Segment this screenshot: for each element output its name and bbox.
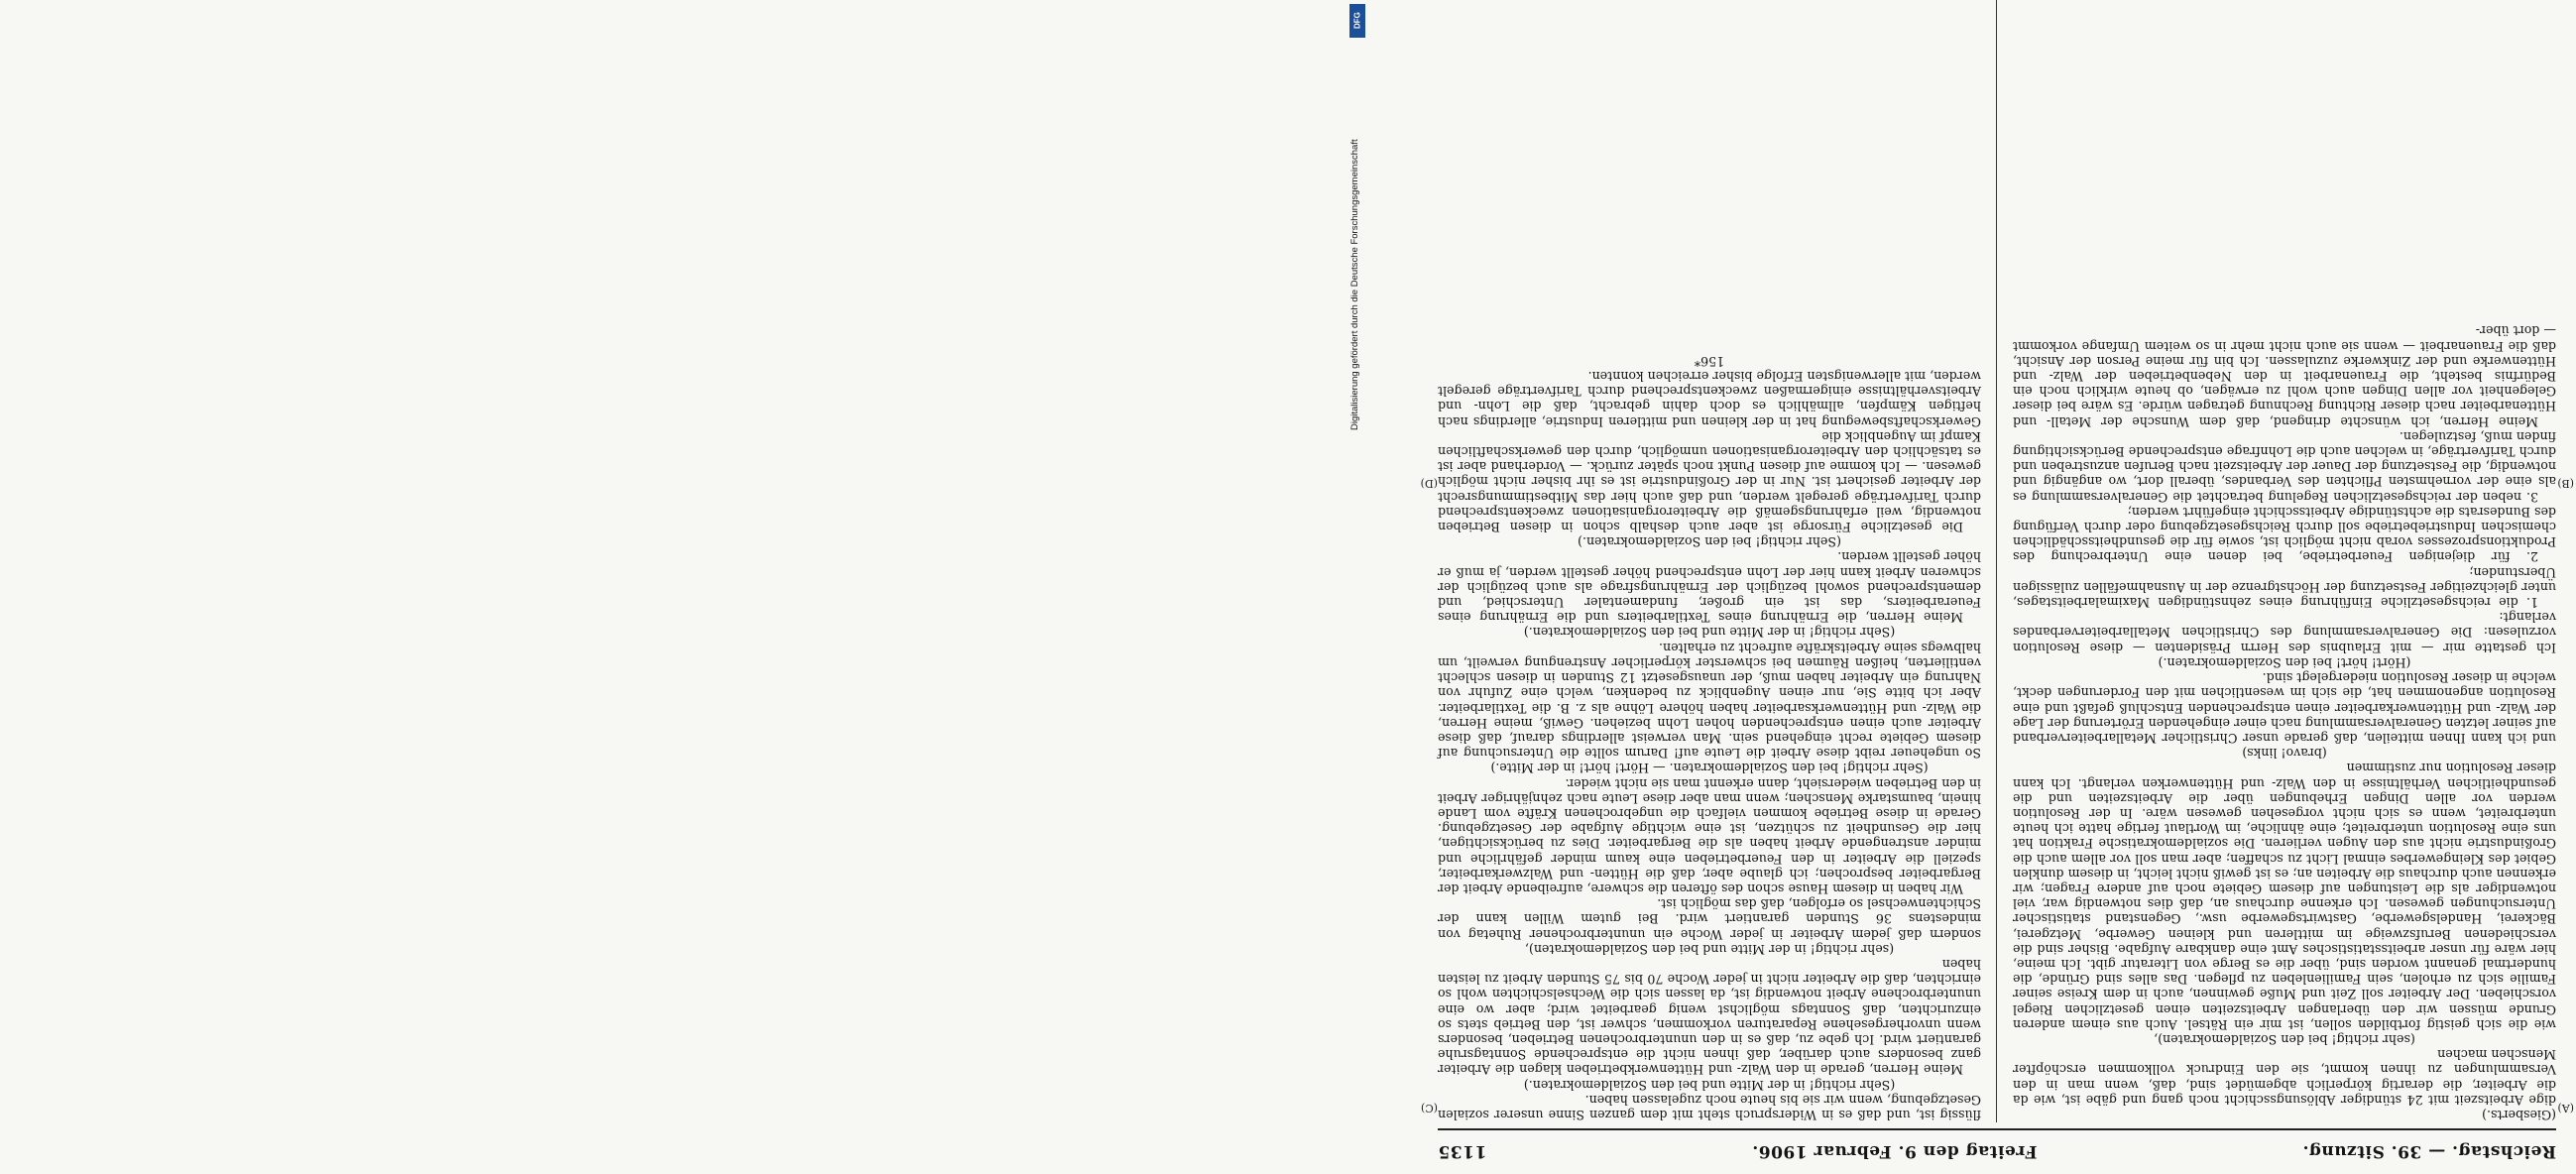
right-paragraph: sondern daß jedem Arbeiter in jeder Woche ein ununterbrochener Ruhetag von mindestens 36 Stunden garantiert wird. Bei gutem Willen kann der Schichtenwechsel so erfolgen, daß das möglich ist. (1438, 896, 1981, 942)
left-paragraph: 3. neben der reichsgesetzlichen Regelung betrachtet die Generalversammlung es als eine der vornehmsten Pflichten des Verbandes, überall dort, wo angängig und notwendig, die Festsetzung der Dauer der Arbeitszeit nach Berufen anzustreben und durch Tarifverträge, in welchen auch die Lohnfrage entsprechende Berücksichtigung finden muß, festzulegen. (2013, 428, 2556, 505)
right-paragraph: (Sehr richtig! in der Mitte und bei den Sozialdemokraten.) (1523, 1077, 1896, 1093)
left-paragraph: (bravo! links) (2242, 746, 2327, 762)
left-paragraph: dige Arbeitszeit mit 24 stündiger Ablösungsschicht noch gang und gäbe ist, wie da die Arbeiter, die derartig körperlich abgemüdet sind, daß, wenn man in den Versammlungen zu ihnen kommt, sie den Eindruck vollkommen erschöpfter Menschen machen (2013, 1047, 2556, 1108)
running-header (1438, 1134, 2556, 1168)
left-paragraph: wie die sich geistig fortbilden sollen, ist mir ein Rätsel. Auch aus einem anderen Grunde müssen wir den überlangen Arbeitszeiten einen gesetzlichen Riegel vorschieben. Der Arbeiter soll Zeit und Muße gewinnen, auch in dem Kreise seiner Familie sich zu erholen, sein Familienleben zu pflegen. Das alles sind Gründe, die hundertmal genannt worden sind, über die es Berge von Literatur gibt. Ich meine, hier wäre für unser arbeitsstatistisches Amt eine dankbare Aufgabe. Bisher sind die verschiedenen Berufszweige im mittleren und kleinen Gewerbe, Metzgerei, Bäckerei, Handelsgewerbe, Gastwirtsgewerbe usw., Gegenstand statistischer Untersuchungen gewesen. Ich erkenne durchaus an, daß dies notwendig war, viel notwendiger als die Leistungen auf diesem Gebiete noch auf andere Fragen; wir erkennen auch durchaus die Arbeiten an; es ist gewiß nicht leicht, in diesem dunklen Gebiet des Kleingewerbes einmal Licht zu schaffen; aber man soll vor allem auch die Großindustrie nicht aus den Augen verlieren. Die sozialdemokratische Fraktion hat uns eine Resolution unterbreitet; eine ähnliche, im Wortlaut fertige hatte ich heute unterbreitet, wenn es sich nicht vorgesehen gewesen wäre. In der Resolution werden vor allen Dingen Erhebungen über die Arbeitszeiten und die gesundheitlichen Verhältnisse in den Walz- und Hüttenwerken verlangt. Ich kann dieser Resolution nur zustimmen (2013, 761, 2556, 1032)
column-rule (1996, 0, 1997, 1122)
left-paragraph: Ich gestatte mir — mit Erlaubnis des Herrn Präsidenten — diese Resolution vorzulesen: Die Generalversammlung des Christlichen Metallarbeiterverbandes verlangt: (2013, 610, 2556, 655)
rotated-page (1418, 0, 2576, 1174)
margin-mark-b: (B) (2557, 477, 2574, 490)
right-paragraph: (Sehr richtig! bei den Sozialdemokraten.) (1578, 534, 1841, 550)
left-paragraph: (Hört! hört! bei den Sozialdemokraten.) (2158, 654, 2411, 670)
left-paragraph: 1. die reichsgesetzliche Einführung eines zehnstündigen Maximalarbeitstages, unter gleichzeitiger Festsetzung der Höchstgrenze der in Ausnahmefällen zulässigen Überstunden; (2013, 564, 2556, 611)
left-paragraph: Meine Herren, ich wünschte dringend, daß dem Wunsche der Metall- und Hüttenarbeiter nach dieser Richtung Rechnung getragen würde. Es wäre bei dieser Gelegenheit vor allen Dingen auch wohl zu erwägen, ob heute wirklich noch ein Bedürfnis besteht, die Frauenarbeit in den Nebenbetrieben der Walz- und Hüttenwerke und der Zinkwerke zuzulassen. Ich bin für meine Person der Ansicht, daß die Frauenarbeit — wenn sie auch nicht mehr in so weitem Umfange vorkommt — dort über- (2013, 323, 2556, 429)
margin-mark-c: (C) (1421, 1102, 1438, 1115)
right-paragraph: flüssig ist, und daß es in Widerspruch steht mit dem ganzen Sinne unserer sozialen Gesetzgebung, wenn wir sie bis heute noch zugelassen haben. (1438, 1092, 1981, 1122)
left-column (2013, 0, 2556, 1122)
right-paragraph: (Sehr richtig! bei den Sozialdemokraten. — Hört! hört! in der Mitte.) (1490, 761, 1929, 776)
header-center: Freitag den 9. Februar 1906. (1751, 1141, 2038, 1161)
right-paragraph: 156* (1694, 353, 1725, 369)
margin-mark-a: (A) (2557, 1102, 2574, 1115)
left-paragraph: (Giesberts.) (2482, 1108, 2556, 1122)
right-paragraph: (sehr richtig! in der Mitte und bei den Sozialdemokraten), (1524, 941, 1895, 957)
left-paragraph: (sehr richtig! bei den Sozialdemokraten), (2154, 1031, 2415, 1047)
right-paragraph: Meine Herren, gerade in den Walz- und Hüttenwerkbetrieben klagen die Arbeiter ganz besonders auch darüber, daß ihnen nicht die entsprechende Sonntagsruhe garantiert wird. Ich gebe zu, daß es in den ununterbrochenen Betrieben, besonders wenn unvorhergesehene Reparaturen vorkommen, schwer ist, den Betrieb stets so einzurichten, daß Sonntags möglichst wenig gearbeitet wird; aber wo eine ununterbrochene Arbeit notwendig ist, da lassen sich die Wechselschichten wohl so einrichten, daß die Arbeiter nicht in jeder Woche 70 bis 75 Stunden Arbeit zu leisten haben (1438, 956, 1981, 1078)
right-paragraph: Gewerkschaftsbewegung hat in der kleinen und mittleren Industrie, allerdings nach heftigen Kämpfen, allmählich es doch dahin gebracht, daß die Lohn- und Arbeitsverhältnisse einigermaßen zweckentsprechend durch Tarifverträge geregelt werden, mit allerwenigsten Erfolge bisher erreichen konnten. (1438, 369, 1981, 429)
page-number: 1135 (1438, 1141, 1487, 1161)
right-paragraph: So ungeheuer reibt diese Arbeit die Leute auf! Darum sollte die Untersuchung auf diesem Gebiete recht eingehend sein. Man verweist allerdings darauf, daß diese Arbeiter auch einen entsprechenden hohen Lohn beziehen. Gewiß, meine Herren, die Walz- und Hüttenwerksarbeiter haben höhere Löhne als z. B. die Textilarbeiter. Aber ich bitte Sie, nur einen Augenblick zu bedenken, welch eine Zufuhr von Nahrung ein Arbeiter haben muß, der unausgesetzt 12 Stunden in diesen schlecht ventilierten, heißen Räumen bei schwerster körperlicher Anstrengung verweilt, um halbwegs seine Arbeitskräfte aufrecht zu erhalten. (1438, 640, 1981, 762)
digitization-stamp: Digitalisierung gefördert durch die Deutsche Forschungsgemeinschaft (1349, 139, 1360, 430)
right-paragraph: Meine Herren, die Ernährung eines Textilarbeiters und die Ernährung eines Feuerarbeiters, das ist ein großer, fundamentaler Unterschied, und dementsprechend sowohl bezüglich der Ernährungsfrage als auch bezüglich der schweren Arbeit kann hier der Lohn entsprechend höher gestellt werden, ja muß er höher gestellt werden. (1438, 549, 1981, 626)
page-content (1418, 0, 2576, 1174)
right-column (1438, 0, 1981, 1122)
right-paragraph: (Sehr richtig! in der Mitte und bei den Sozialdemokraten.) (1523, 625, 1896, 641)
header-rule (1438, 1128, 2556, 1130)
dfg-logo: DFG (1349, 4, 1365, 38)
margin-mark-d: (D) (1420, 477, 1438, 490)
left-paragraph: 2. für diejenigen Feuerbetriebe, bei denen eine Unterbrechung des Produktionsprozesses vorab nicht möglich ist, sowie für die gesundheitsschädlichen chemischen Industriebetriebe soll durch Reichsgesetzgebung oder durch Verfügung des Bundesrats die achtstündige Arbeitsschicht eingeführt werden; (2013, 504, 2556, 565)
header-left: Reichstag. — 39. Sitzung. (2302, 1141, 2556, 1161)
right-paragraph: Wir haben in diesem Hause schon des öfteren die schwere, aufreibende Arbeit der Bergarbeiter besprochen; ich glaube aber, daß die Hütten- und Walzwerkarbeiter, speziell die Arbeiter in den Feuerbetrieben eine kaum minder gefährliche und minder anstrengende Arbeit haben als die Bergarbeiter. Dies zu berücksichtigen, hier die Gesundheit zu schützen, ist eine wichtige Aufgabe der Gesetzgebung. Gerade in diese Betriebe kommen vielfach die ungebrochenen Kräfte vom Lande hinein, baumstarke Menschen; wenn man aber diese Leute nach zehnjähriger Arbeit in den Betrieben wiedersieht, dann erkennt man sie nicht wieder. (1438, 775, 1981, 896)
right-paragraph: Die gesetzliche Fürsorge ist aber auch deshalb schon in diesen Betrieben notwendig, weil erfahrungsgemäß die Arbeiterorganisationen zweckentsprechend durch Tarifverträge geregelt werden, und daß auch hier das Mitbestimmungsrecht der Arbeiter gesichert ist. Nur in der Großindustrie ist es ihr bisher nicht möglich gewesen. — Ich komme auf diesen Punkt noch später zurück. — Vorderhand aber ist es tatsächlich den Arbeiterorganisationen unmöglich, durch den gewerkschaftlichen Kampf im Augenblick die (1438, 428, 1981, 535)
left-paragraph: und ich kann Ihnen mitteilen, daß gerade unser Christlicher Metallarbeiterverband auf seiner letzten Generalversammlung nach einer eingehenden Erörterung der Lage der Walz- und Hüttenwerkarbeiter einen entsprechenden Entschluß gefaßt und eine Resolution angenommen hat, die sich im wesentlichen mit den Forderungen deckt, welche in dieser Resolution niedergelegt sind. (2013, 670, 2556, 746)
